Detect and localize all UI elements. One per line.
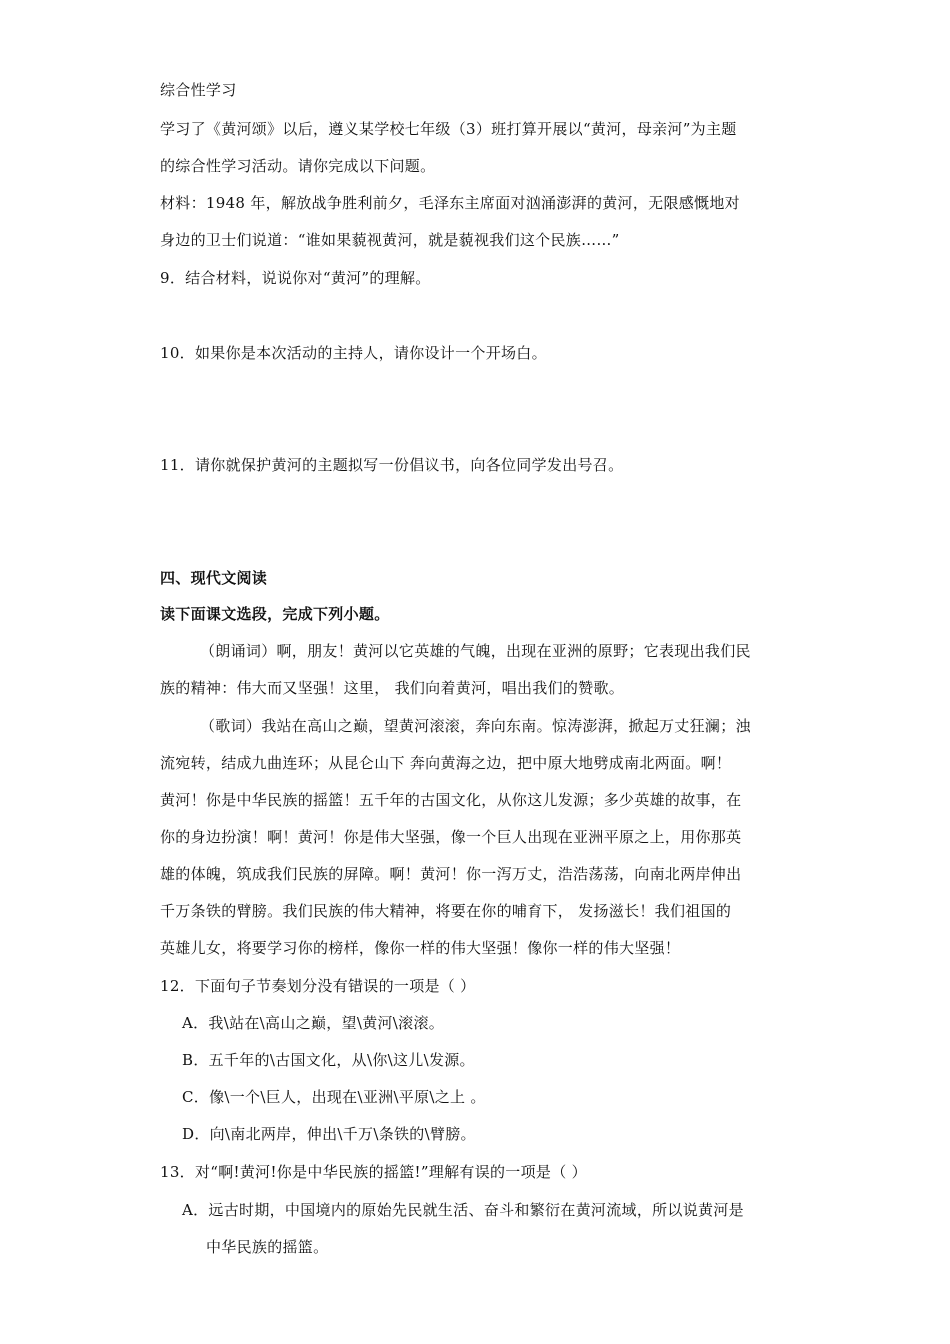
passage-2-line-5: 雄的体魄，筑成我们民族的屏障。啊！黄河！你一泻万丈，浩浩荡荡，向南北两岸伸出 [160, 865, 742, 883]
passage-2-line-1: （歌词）我站在高山之巅，望黄河滚滚，奔向东南。惊涛澎湃，掀起万丈狂澜；浊 [200, 717, 751, 735]
question-12-option-c: C．像\一个\巨人，出现在\亚洲\平原\之上 。 [182, 1088, 486, 1106]
material-line-1: 材料：1948 年，解放战争胜利前夕，毛泽东主席面对汹涌澎湃的黄河，无限感慨地对 [160, 194, 740, 212]
passage-2-line-7: 英雄儿女，将要学习你的榜样，像你一样的伟大坚强！像你一样的伟大坚强！ [160, 939, 681, 957]
intro-line-1: 学习了《黄河颂》以后，遵义某学校七年级（3）班打算开展以“黄河，母亲河”为主题 [160, 120, 737, 138]
passage-2-line-3: 黄河！你是中华民族的摇篮！五千年的古国文化，从你这儿发源；多少英雄的故事，在 [160, 791, 742, 809]
question-12-option-a: A．我\站在\高山之巅，望\黄河\滚滚。 [182, 1014, 445, 1032]
question-13-option-a-line-1: A．远古时期，中国境内的原始先民就生活、奋斗和繁衍在黄河流域，所以说黄河是 [182, 1201, 744, 1219]
section-title: 综合性学习 [160, 81, 237, 99]
passage-2-line-6: 千万条铁的臂膀。我们民族的伟大精神，将要在你的哺育下， 发扬滋长！我们祖国的 [160, 902, 732, 920]
question-13-option-a-line-2: 中华民族的摇篮。 [206, 1238, 329, 1256]
question-12-option-b: B．五千年的\古国文化，从\你\这儿\发源。 [182, 1051, 475, 1069]
intro-line-2: 的综合性学习活动。请你完成以下问题。 [160, 157, 436, 175]
question-11: 11．请你就保护黄河的主题拟写一份倡议书，向各位同学发出号召。 [160, 456, 624, 474]
question-9: 9．结合材料，说说你对“黄河”的理解。 [160, 269, 431, 287]
section-4-heading: 四、现代文阅读 [160, 569, 268, 587]
material-line-2: 身边的卫士们说道：“谁如果藐视黄河，就是藐视我们这个民族……” [160, 231, 620, 249]
question-12-option-d: D．向\南北两岸，伸出\千万\条铁的\臂膀。 [182, 1125, 476, 1143]
passage-2-line-4: 你的身边扮演！啊！黄河！你是伟大坚强，像一个巨人出现在亚洲平原之上，用你那英 [160, 828, 742, 846]
section-4-instruction: 读下面课文选段，完成下列小题。 [160, 605, 390, 623]
passage-1-line-2: 族的精神：伟大而又坚强！这里， 我们向着黄河，唱出我们的赞歌。 [160, 679, 625, 697]
question-13-stem: 13．对“啊!黄河!你是中华民族的摇篮!”理解有误的一项是（ ） [160, 1163, 587, 1181]
passage-1-line-1: （朗诵词）啊，朋友！黄河以它英雄的气魄，出现在亚洲的原野；它表现出我们民 [200, 642, 751, 660]
passage-2-line-2: 流宛转，结成九曲连环；从昆仑山下 奔向黄海之边，把中原大地劈成南北两面。啊！ [160, 754, 732, 772]
question-10: 10．如果你是本次活动的主持人，请你设计一个开场白。 [160, 344, 547, 362]
question-12-stem: 12．下面句子节奏划分没有错误的一项是（ ） [160, 977, 476, 995]
